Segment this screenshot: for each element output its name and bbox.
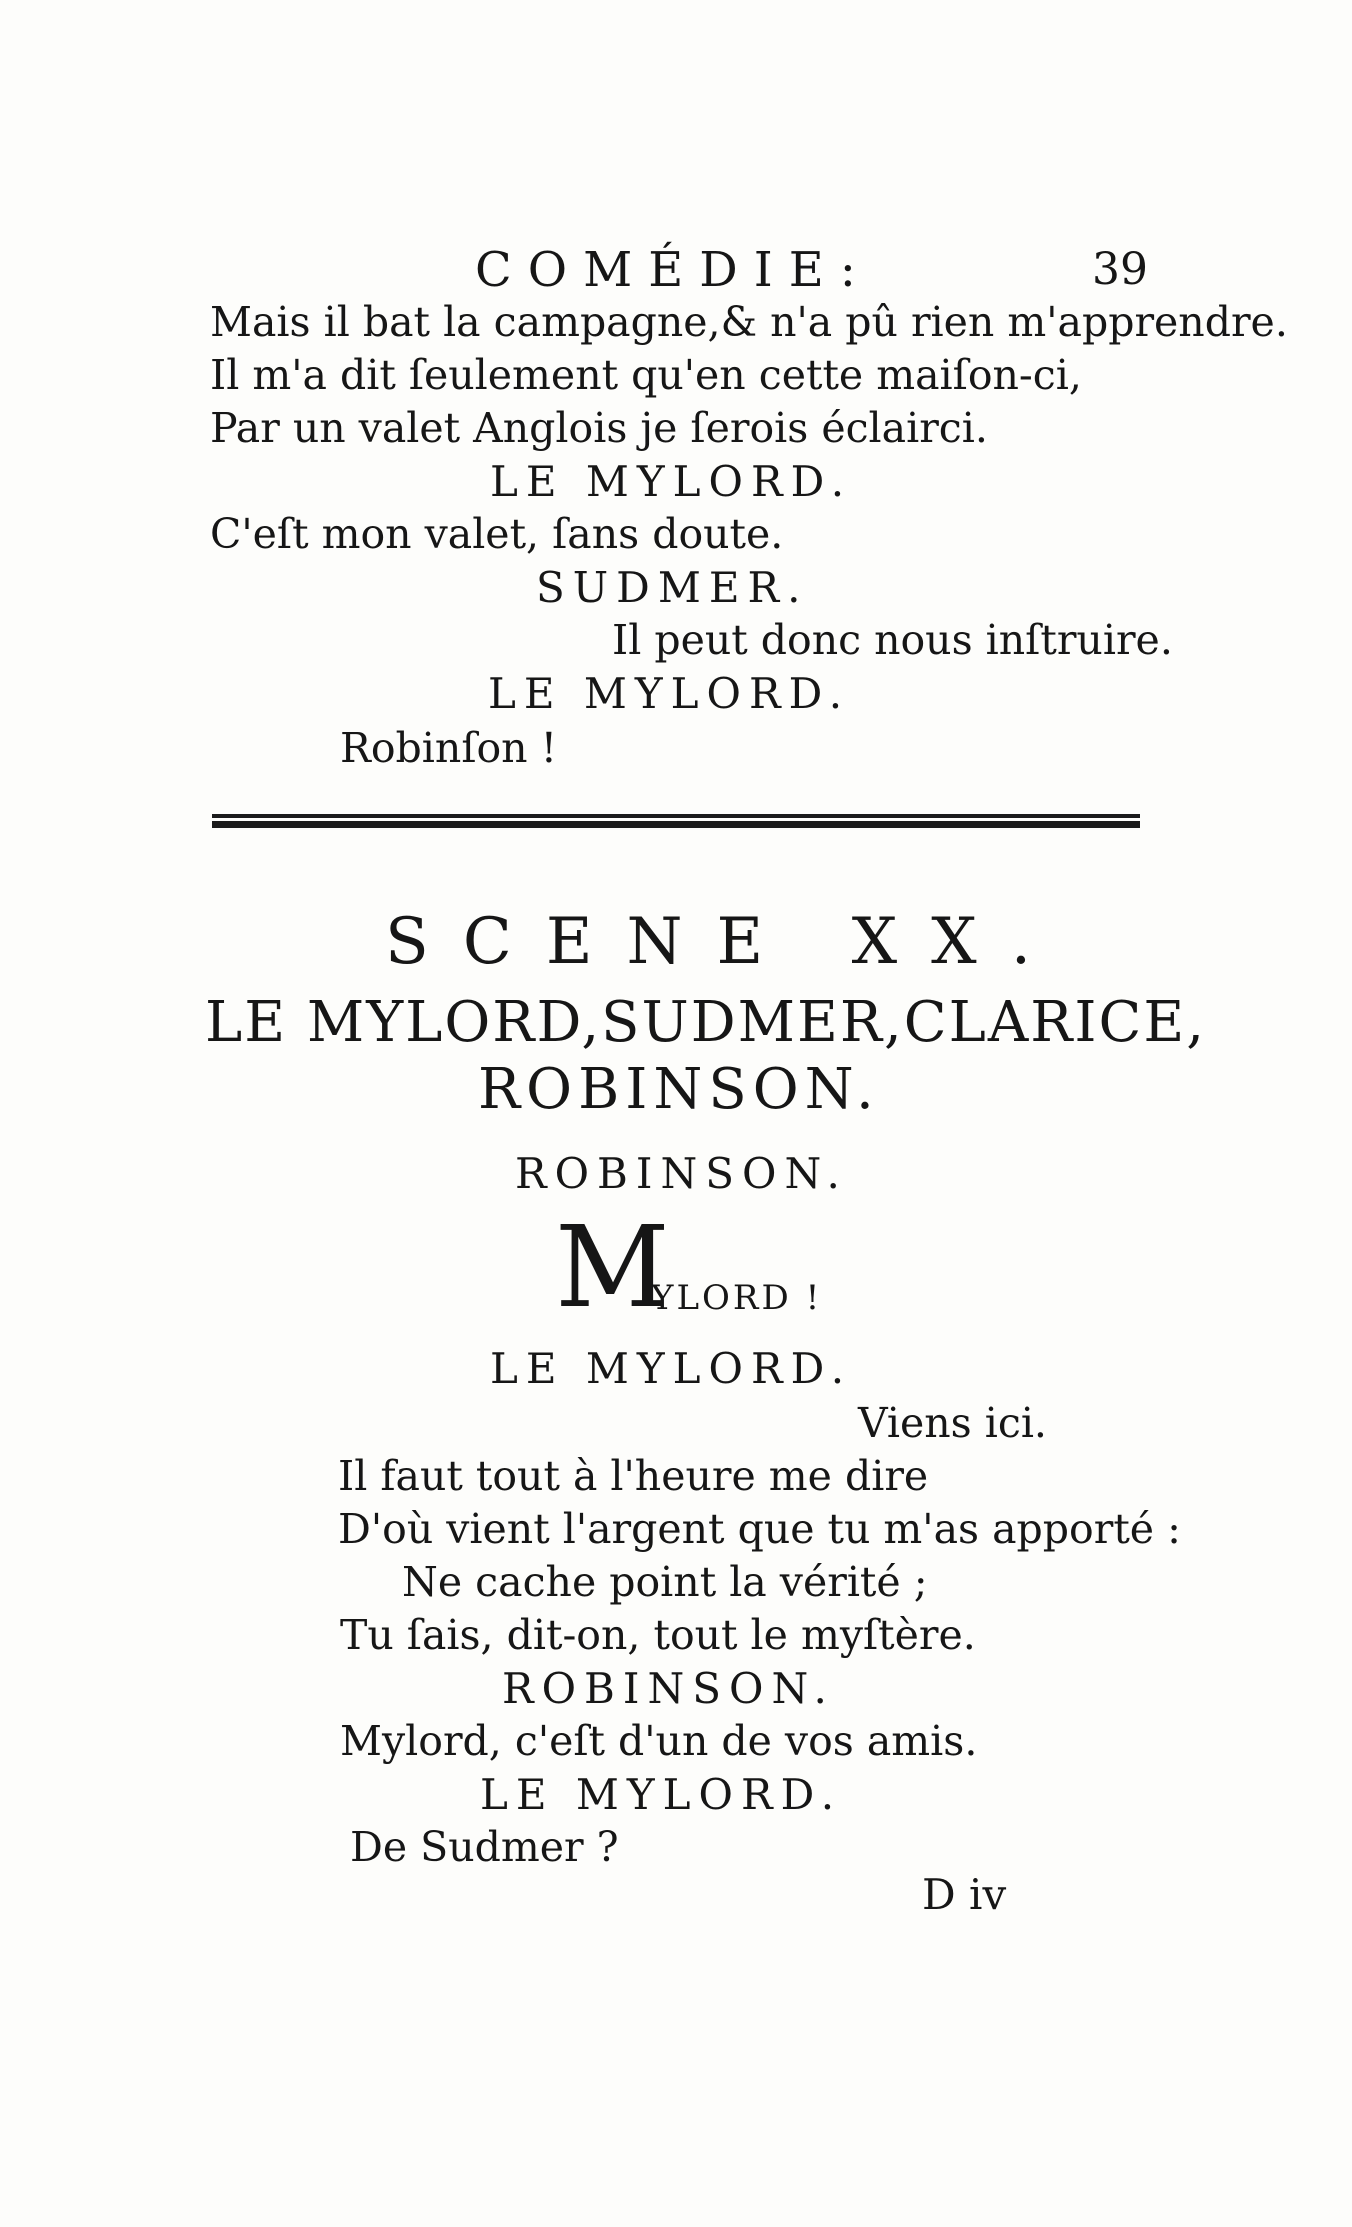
- text-line: C'eſt mon valet, ſans doute.: [210, 510, 784, 558]
- speaker-name: ROBINSON.: [515, 1149, 848, 1198]
- speaker-name: ROBINSON.: [502, 1664, 835, 1713]
- speaker-name: SUDMER.: [536, 563, 809, 612]
- verse-line: Tu ſais, dit-on, tout le myſtère.: [340, 1611, 976, 1659]
- verse-line: Il faut tout à l'heure me dire: [338, 1452, 929, 1500]
- speaker-name: LE MYLORD.: [490, 457, 853, 506]
- drop-cap-letter: M: [555, 1203, 670, 1333]
- text-line: Il peut donc nous inſtruire.: [612, 616, 1173, 664]
- text-line: Mais il bat la campagne,& n'a pû rien m'apprendre.: [210, 298, 1288, 346]
- scene-characters: LE MYLORD,SUDMER,CLARICE,: [205, 990, 1207, 1055]
- text-line: De Sudmer ?: [350, 1823, 619, 1871]
- drop-cap-continuation: YLORD !: [651, 1278, 823, 1318]
- section-divider-rule: [212, 814, 1140, 828]
- scene-heading: SCENE XX.: [385, 905, 1066, 979]
- speaker-name: LE MYLORD.: [480, 1770, 843, 1819]
- text-line: Mylord, c'eſt d'un de vos amis.: [340, 1717, 978, 1765]
- signature-mark: D iv: [922, 1870, 1007, 1919]
- scene-characters: ROBINSON.: [478, 1057, 880, 1122]
- text-line: Il m'a dit ſeulement qu'en cette maiſon-ci,: [210, 351, 1082, 399]
- speaker-name: LE MYLORD.: [490, 1344, 853, 1393]
- text-line: Par un valet Anglois je ſerois éclairci.: [210, 404, 988, 452]
- speaker-name: LE MYLORD.: [488, 669, 851, 718]
- verse-line: D'où vient l'argent que tu m'as apporté :: [338, 1505, 1181, 1553]
- text-line: Viens ici.: [858, 1399, 1047, 1447]
- page-number: 39: [1092, 244, 1148, 295]
- text-line: Robinſon !: [340, 724, 558, 772]
- running-header-title: COMÉDIE:: [475, 242, 872, 298]
- verse-line: Ne cache point la vérité ;: [402, 1558, 928, 1606]
